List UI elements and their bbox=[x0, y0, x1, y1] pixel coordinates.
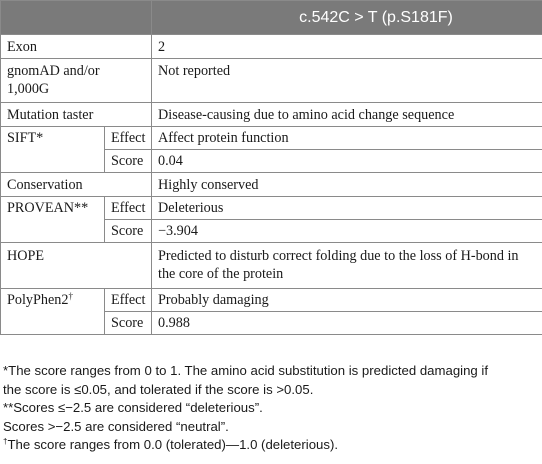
footnote-provean-line-2: Scores >−2.5 are considered “neutral”. bbox=[3, 418, 229, 434]
footnote-sift-line-1: *The score ranges from 0 to 1. The amino acid substitution is predicted damaging if bbox=[3, 363, 489, 378]
sift-footnote-mark: * bbox=[36, 130, 44, 146]
sift-score-label: Score bbox=[105, 150, 152, 173]
table-row bbox=[1, 35, 542, 59]
table-row bbox=[1, 197, 542, 220]
footnote-polyphen bbox=[0, 436, 542, 455]
polyphen-score-value: 0.988 bbox=[152, 312, 542, 335]
row-label-polyphen bbox=[1, 289, 105, 335]
provean-effect-label: Effect bbox=[105, 197, 152, 220]
provean-score-value: −3.904 bbox=[152, 220, 542, 243]
row-label-mutation-taster: Mutation taster bbox=[1, 103, 152, 127]
sift-effect-value: Affect protein function bbox=[152, 127, 542, 150]
sift-effect-label: Effect bbox=[105, 127, 152, 150]
table-row bbox=[1, 59, 542, 103]
table-row bbox=[1, 127, 542, 150]
row-label-exon: Exon bbox=[1, 35, 152, 59]
row-label-hope: HOPE bbox=[1, 243, 152, 289]
table-row bbox=[1, 103, 542, 127]
table-row bbox=[1, 173, 542, 197]
table-row bbox=[1, 243, 542, 289]
row-value-exon: 2 bbox=[152, 35, 542, 59]
table-row bbox=[1, 289, 542, 312]
row-label-provean bbox=[1, 197, 105, 243]
polyphen-label-text: PolyPhen2 bbox=[7, 292, 69, 308]
header-empty-cell bbox=[1, 1, 152, 35]
provean-label-text: PROVEAN bbox=[7, 200, 75, 216]
footnote-provean-line-1: **Scores ≤−2.5 are considered “deleterious”. bbox=[3, 400, 263, 416]
provean-effect-value: Deleterious bbox=[152, 197, 542, 220]
row-value-conservation: Highly conserved bbox=[152, 173, 542, 197]
polyphen-score-label: Score bbox=[105, 312, 152, 335]
footnote-polyphen-mark: † bbox=[3, 437, 8, 447]
sift-score-value: 0.04 bbox=[152, 150, 542, 173]
row-value-hope: Predicted to disturb correct folding due to the loss of H-bond in the core of the protein bbox=[152, 243, 542, 289]
footnote-polyphen-text: The score ranges from 0.0 (tolerated)—1.0 (deleterious). bbox=[7, 437, 339, 453]
polyphen-effect-value: Probably damaging bbox=[152, 289, 542, 312]
provean-footnote-mark: ** bbox=[74, 200, 89, 216]
row-label-sift bbox=[1, 127, 105, 173]
polyphen-effect-label: Effect bbox=[105, 289, 152, 312]
table-footnotes bbox=[0, 362, 542, 455]
row-label-gnomad: gnomAD and/or 1,000G bbox=[1, 59, 152, 103]
polyphen-footnote-mark: † bbox=[68, 291, 73, 301]
table-header-row bbox=[1, 1, 542, 35]
row-value-mutation-taster: Disease-causing due to amino acid change sequence bbox=[152, 103, 542, 127]
row-value-gnomad: Not reported bbox=[152, 59, 542, 103]
sift-label-text: SIFT bbox=[7, 130, 37, 146]
row-label-conservation: Conservation bbox=[1, 173, 152, 197]
provean-score-label: Score bbox=[105, 220, 152, 243]
footnote-sift-line-2: the score is ≤0.05, and tolerated if the score is >0.05. bbox=[3, 381, 314, 397]
variant-column-header: c.542C > T (p.S181F) bbox=[152, 1, 542, 35]
